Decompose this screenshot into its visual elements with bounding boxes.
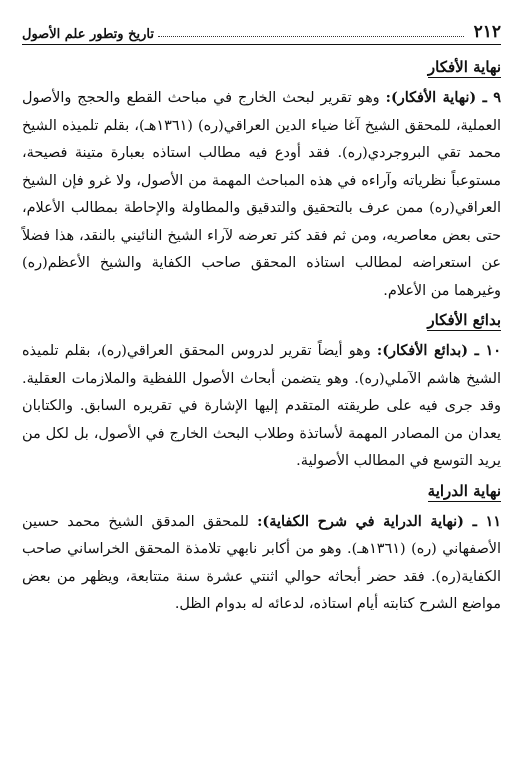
section-heading: نهاية الدراية xyxy=(427,481,501,500)
header-dot-leader xyxy=(158,36,464,37)
page-header xyxy=(22,14,501,45)
section-nihayat-al-afkar xyxy=(22,54,501,305)
section-paragraph xyxy=(22,337,501,476)
section-paragraph xyxy=(22,84,501,305)
page-body xyxy=(22,54,501,621)
paragraph-text: وهو أيضاً تقرير لدروس المحقق العراقي(ره)، بقلم تلميذه الشيخ هاشم الآملي(ره). وهو يتضمن أبحاث الأصول اللفظية والملازمات العقلية. وقد جرى فيه على طريقته المتقدم إليها الإشارة في تقريره السابق. والكتابان يعدان من المصادر المهمة لأساتذة وطلاب البحث الخارج في الأصول، بل لكل من يريد التوسع في المطالب الأصولية. xyxy=(22,343,501,469)
book-title-lead: ٩ ـ (نهاية الأفكار): xyxy=(385,89,501,106)
book-title-lead: ١٠ ـ (بدائع الأفكار): xyxy=(376,342,502,359)
page-number: ٢١٢ xyxy=(473,22,501,42)
section-heading: نهاية الأفكار xyxy=(427,58,501,76)
section-heading: بدائع الأفكار xyxy=(427,311,501,329)
running-title: تاريخ وتطور علم الأصول xyxy=(22,27,154,42)
section-paragraph xyxy=(22,508,501,619)
section-nihayat-al-diraya xyxy=(22,478,501,619)
paragraph-text: وهو تقرير لبحث الخارج في مباحث القطع والحجج والأصول العملية، للمحقق الشيخ آغا ضياء الدين العراقي(ره) (١٣٦١هـ)، بقلم تلميذه الشيخ محمد تقي البروجردي(ره). فقد أودع فيه مطالب استاذه بعبارة متينة فصيحة، مستوعباً نظرياته وآراءه في هذه المباحث المهمة من الأصول، ولا غرو فإن الشيخ العراقي(ره) ممن عرف بالتحقيق والتدقيق والمطاولة والإحاطة بمطالب الأعلام، حتى بعض معاصريه، ومن ثم فقد كثر تعرضه لآراء الشيخ النائيني بالنقد، هذا فضلاً عن استعراضه لمطالب استاذه المحقق صاحب الكفاية والشيخ الأعظم(ره) وغيرهما من الأعلام. xyxy=(22,90,501,299)
paragraph-text: للمحقق المدقق الشيخ محمد حسين الأصفهاني (ره) (١٣٦١هـ). وهو من أكابر نابهي تلامذة المحقق الخراساني صاحب الكفاية(ره). فقد حضر أبحاثه حوالي اثنتي عشرة سنة متتابعة، ويظهر من بعض مواضع الشرح كتابته أيام استاذه، لدعائه له بدوام الظل. xyxy=(22,513,502,612)
section-badai-al-afkar xyxy=(22,307,501,476)
book-title-lead: ١١ ـ (نهاية الدراية في شرح الكفاية): xyxy=(257,512,501,530)
